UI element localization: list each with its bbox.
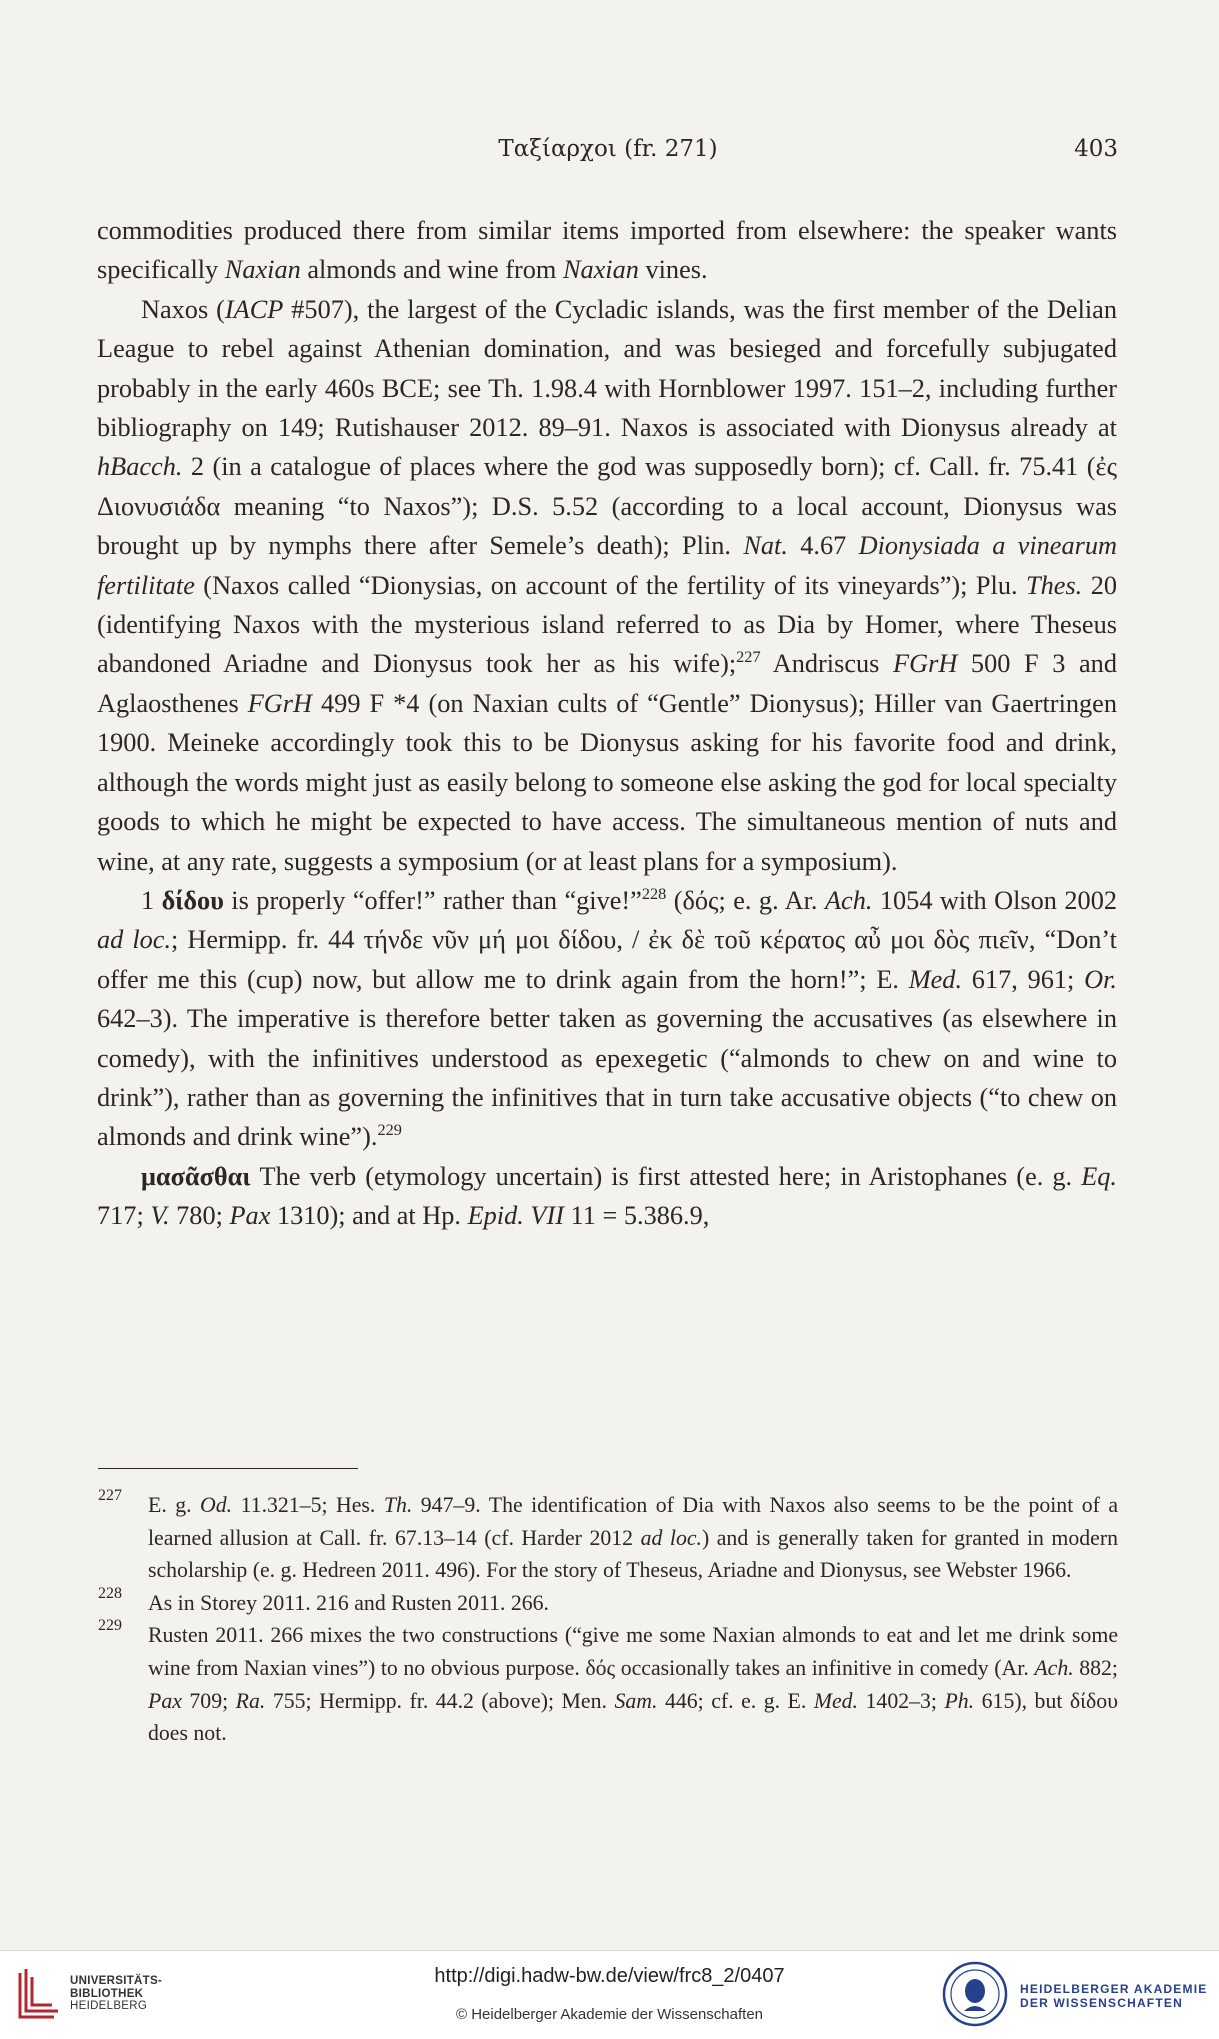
- footnote-text: As in Storey 2011. 216 and Rusten 2011. 266.: [148, 1590, 550, 1615]
- paragraph: μασᾶσθαι The verb (etymology uncertain) is first attested here; in Aristophanes (e. g. Eq. 717; V. 780; Pax 1310); and at Hp. Epid. VII 11 = 5.386.9,: [97, 1161, 1117, 1231]
- paragraph: commodities produced there from similar items imported from elsewhere: the speaker wants specifically Naxian almonds and wine from Naxian vines.: [97, 216, 1117, 285]
- page-number: 403: [1074, 136, 1118, 162]
- library-line: HEIDELBERG: [70, 2000, 148, 2012]
- footnote-text: E. g. Od. 11.321–5; Hes. Th. 947–9. The identification of Dia with Naxos also seems to be the point of a learned allusion at Call. fr. 67.13–14 (cf. Harder 2012 ad loc.) and is generally taken for granted in modern scholarship (e. g. Hedreen 2011. 496). For the story of Theseus, Ariadne and Dionysus, see Webster 1966.: [148, 1493, 1119, 1583]
- footnote-number: 229: [98, 1617, 122, 1635]
- footnotes: [98, 1489, 1118, 1750]
- paragraph: Naxos (IACP #507), the largest of the Cycladic islands, was the first member of the Delian League to rebel against Athenian domination, and was besieged and forcefully subjugated probably in the early 460s BCE; see Th. 1.98.4 with Hornblower 1997. 151–2, including further bibliography on 149; Rutishauser 2012. 89–91. Naxos is associated with Dionysus already at hBacch. 2 (in a catalogue of places where the god was supposedly born); cf. Call. fr. 75.41 (ἐς Διονυσιάδα meaning “to Naxos”); D.S. 5.52 (according to a local account, Dionysus was brought up by nymphs there after Semele’s death); Plin. Nat. 4.67 Dionysiada a vinearum fertilitate (Naxos called “Dionysias, on account of the fertility of its vineyards”); Plu. Thes. 20 (identifying Naxos with the mysterious island referred to as Dia by Homer, where Theseus abandoned Ariadne and Dionysus took her as his wife);$^{227}$ Andriscus FGrH 500 F 3 and Aglaosthenes FGrH 499 F *4 (on Naxian cults of “Gentle” Dionysus); Hiller van Gaertringen 1900. Meineke accordingly took this to be Dionysus asking for his favorite food and drink, although the words might just as easily belong to someone else asking the god for local specialty goods to which he might be expected to have access. The simultaneous mention of nuts and wine, at any rate, suggests a symposium (or at least plans for a symposium).: [97, 294, 1118, 876]
- running-head: [98, 136, 1118, 168]
- academy-line: HEIDELBERGER AKADEMIE: [1020, 1982, 1208, 1996]
- library-line: UNIVERSITÄTS-: [70, 1975, 163, 1987]
- digitization-footer: [0, 1950, 1219, 2039]
- academy-seal-icon: [942, 1961, 1008, 2027]
- academy-name: [1020, 1982, 1207, 2010]
- footnote: [98, 1489, 1118, 1587]
- running-head-title: Ταξίαρχοι (fr. 271): [498, 136, 718, 162]
- library-line: BIBLIOTHEK: [70, 1987, 144, 2000]
- academy-line: DER WISSENSCHAFTEN: [1020, 1996, 1183, 2010]
- footnote-number: 228: [98, 1584, 122, 1602]
- footnote: [98, 1619, 1118, 1749]
- footnote-rule: [98, 1468, 358, 1469]
- footnote-text: Rusten 2011. 266 mixes the two constructions (“give me some Naxian almonds to eat and let me drink some wine from Naxian vines”) to no obvious purpose. δός occasionally takes an infinitive in comedy (Ar. Ach. 882; Pax 709; Ra. 755; Hermipp. fr. 44.2 (above); Men. Sam. 446; cf. e. g. E. Med. 1402–3; Ph. 615), but δίδου does not.: [148, 1623, 1118, 1746]
- footnote: [98, 1584, 1118, 1620]
- copyright-notice: © Heidelberger Akademie der Wissenschaften: [455, 2006, 764, 2023]
- main-text: [97, 211, 1117, 1236]
- paragraph: 1 δίδου is properly “offer!” rather than “give!”$^{228}$ (δός; e. g. Ar. Ach. 1054 with Olson 2002 ad loc.; Hermipp. fr. 44 τήνδε νῦν μή μοι δίδου, / ἐκ δὲ τοῦ κέρατος αὖ μοι δὸς πιεῖν, “Don’t offer me this (cup) now, but allow me to drink again from the horn!”; E. Med. 617, 961; Or. 642–3). The imperative is therefore better taken as governing the accusatives (as elsewhere in comedy), with the infinitives understood as epexegetic (“almonds to chew on and wine to drink”), rather than as governing the infinitives that in turn take accusative objects (“to chew on almonds and drink wine”).$^{229}$: [97, 884, 1118, 1152]
- footnote-number: 227: [98, 1487, 122, 1504]
- permalink-url[interactable]: http://digi.hadw-bw.de/view/frc8_2/0407: [434, 1965, 785, 1987]
